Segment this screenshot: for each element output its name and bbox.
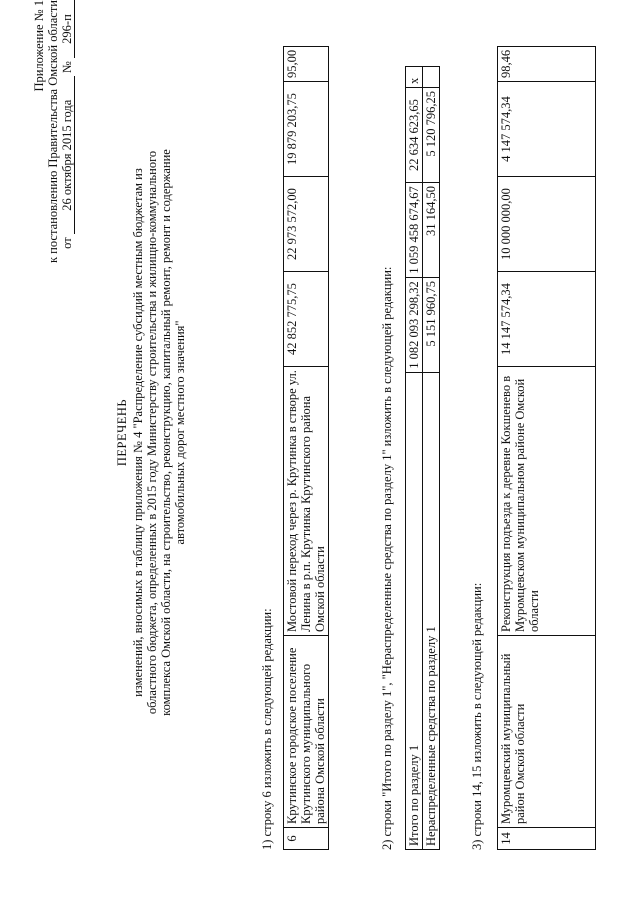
row-value-2: 22 973 572,00 [284,177,329,272]
title-heading: ПЕРЕЧЕНЬ [115,398,129,467]
appendix-header [32,0,75,330]
appendix-date: 26 октября 2015 года [60,76,75,234]
row-value-total: 42 852 775,75 [284,272,329,367]
table-row [498,46,596,849]
row-value-mark [423,67,440,88]
appendix-decree: к постановлению Правительства Омской области [46,0,60,264]
table-row [284,46,329,849]
row-label: Нераспределенные средства по разделу 1 [423,373,440,850]
appendix-date-line: от 26 октября 2015 года № 296-п [60,0,75,330]
row-recipient: Крутинское городское поселение Крутинского муниципального района Омской области [284,636,329,828]
row-value-total: 5 151 960,75 [423,278,440,373]
table-row [423,67,440,850]
row-value-2: 31 164,50 [423,183,440,278]
document-title [115,120,187,745]
row-value-percent: 98,46 [498,46,596,81]
row-value-percent: 95,00 [284,46,329,81]
section3-table [497,46,596,850]
row-value-3: 19 879 203,75 [284,82,329,177]
row-value-2: 10 000 000,00 [498,177,596,272]
row-object: Мостовой переход через р. Крутинка в створе ул. Ленина в р.п. Крутинка Крутинского района Омской области [284,367,329,636]
title-body: изменений, вносимых в таблицу приложения № 4 "Распределение субсидий местным бюджетам из областного бюджета, определенных в 2015 году Министерству строительства и жилищно-коммунального комплекса Омской области, на строительство, реконструкцию, капитальный ремонт, ремонт и содержание автомобильных дорог местного значения" [131,149,187,716]
section3-intro: 3) строки 14, 15 изложить в следующей редакции: [470,582,484,850]
section1-table [283,46,329,850]
section2-intro: 2) строки "Итого по разделу 1", "Нераспределенные средства по разделу 1" изложить в следующей редакции: [380,266,394,850]
row-value-mark: х [406,67,423,88]
table-row [406,67,423,850]
row-object: Реконструкция подъезда к деревне Кокшенево в Муромцевском муниципальном районе Омской области [498,367,596,636]
section1-intro: 1) строку 6 изложить в следующей редакции: [260,608,274,850]
row-number: 6 [284,828,329,850]
row-number: 14 [498,828,596,850]
row-value-total: 1 082 093 298,32 [406,278,423,373]
appendix-title: Приложение № 1 [32,0,46,92]
row-value-3: 5 120 796,25 [423,88,440,183]
section2-table [405,66,440,850]
row-value-3: 22 634 623,65 [406,88,423,183]
row-recipient: Муромцевский муниципальный район Омской области [498,636,596,828]
row-label: Итого по разделу 1 [406,373,423,850]
row-value-3: 4 147 574,34 [498,82,596,177]
row-value-2: 1 059 458 674,67 [406,183,423,278]
row-value-total: 14 147 574,34 [498,272,596,367]
appendix-number: 296-п [60,0,75,58]
